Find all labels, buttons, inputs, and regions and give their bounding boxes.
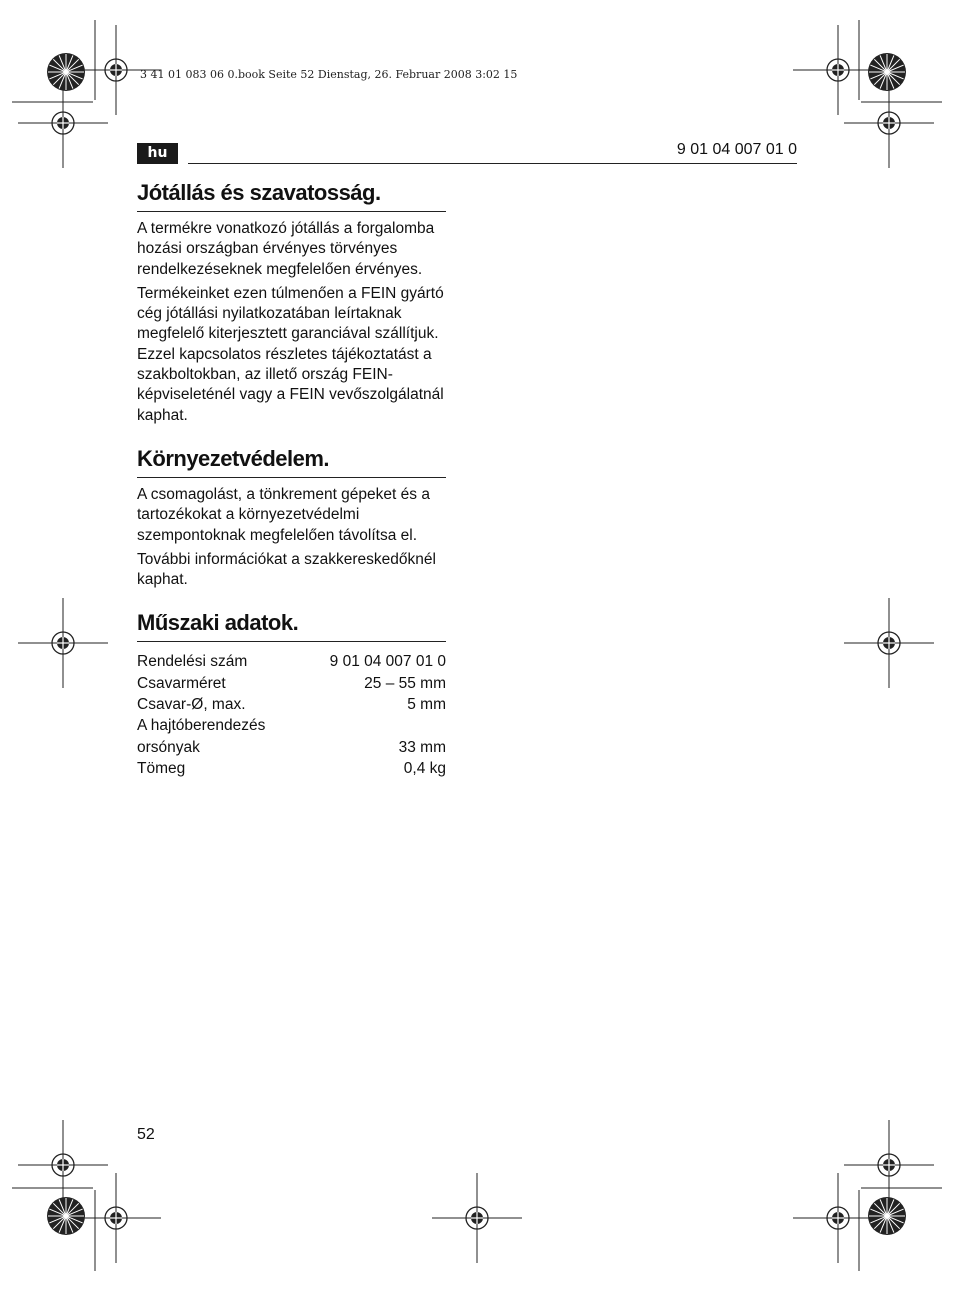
spec-row [137,715,446,736]
spec-label: Csavar-Ø, max. [137,696,246,714]
specs-table [137,651,446,779]
environment-section [137,442,446,590]
specs-heading: Műszaki adatok. [137,606,446,642]
warranty-paragraph: Termékeinket ezen túlmenően a FEIN gyártó cég jótállási nyilatkozatában leírtaknak megfelelő kiterjesztett garanciával szállítjuk. Ezzel kapcsolatos részletes tájékoztatást a szakboltokban, az illető ország FEIN-képviseleténél vagy a FEIN vevőszolgálatnál kaphat. [137,284,444,424]
warranty-section [137,176,446,426]
spec-label: Rendelési szám [137,653,248,671]
spec-label: A hajtóberendezés [137,717,266,735]
spec-row [137,758,446,779]
spec-row [137,673,446,694]
spec-label: orsónyak [137,738,200,756]
spec-label: Tömeg [137,759,186,777]
spec-label: Csavarméret [137,674,226,692]
spec-value: 9 01 04 007 01 0 [329,653,446,671]
spec-row [137,737,446,758]
environment-paragraph: További információkat a szakkereskedőknél kaphat. [137,550,436,589]
print-job-info: 3 41 01 083 06 0.book Seite 52 Dienstag, 26. Februar 2008 3:02 15 [140,68,518,81]
warranty-paragraph: A termékre vonatkozó jótállás a forgalomba hozási országban érvényes törvényes rendelkezéseknek megfelelően érvényes. [137,220,435,278]
spec-row [137,651,446,672]
warranty-heading: Jótállás és szavatosság. [137,176,446,212]
header-product-number: 9 01 04 007 01 0 [676,141,797,158]
spec-value: 33 mm [398,738,446,756]
spec-row [137,694,446,715]
spec-value: 5 mm [407,696,446,714]
language-badge: hu [137,143,178,164]
page-number: 52 [137,1126,155,1143]
spec-value [299,715,446,736]
environment-heading: Környezetvédelem. [137,442,446,478]
spec-value: 0,4 kg [403,759,446,777]
header-rule [188,163,797,164]
specs-section [137,606,446,779]
spec-value: 25 – 55 mm [364,674,446,692]
environment-paragraph: A csomagolást, a tönkrement gépeket és a tartozékokat a környezetvédelmi szempontoknak megfelelően távolítsa el. [137,485,430,544]
main-content [137,176,446,795]
